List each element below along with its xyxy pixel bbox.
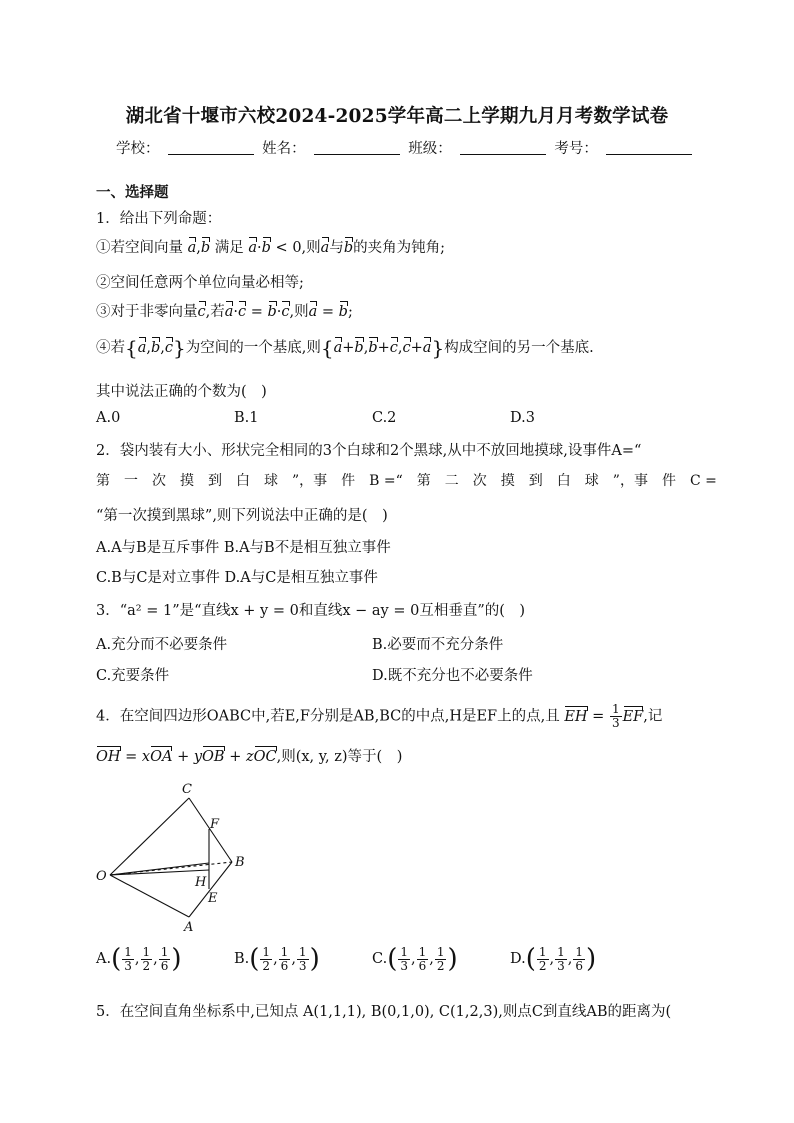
q1-statement-3: ③对于非零向量c,若a·c = b·c,则a = b; [96, 300, 353, 321]
q3-option-c[interactable]: C.充要条件 [96, 668, 170, 684]
q1-option-d[interactable]: D.3 [510, 410, 535, 426]
info-label-school: 学校： [116, 141, 160, 157]
label-o: O [96, 869, 107, 884]
info-label-class: 班级： [408, 141, 452, 157]
q1-option-c[interactable]: C.2 [372, 410, 397, 426]
q4-line-1: 4．在空间四边形OABC中,若E,F分别是AB,BC的中点,H是EF上的点,且 EH = $\frac{1}{3}$ EF,记 [96, 702, 663, 730]
class-blank[interactable] [460, 140, 546, 155]
number-blank[interactable] [606, 140, 692, 155]
label-f: F [210, 817, 220, 832]
q5-stem: 5．在空间直角坐标系中,已知点 A(1,1,1), B(0,1,0), C(1,2,3),则点C到直线AB的距离为( [96, 1004, 672, 1020]
section-heading: 一、选择题 [96, 184, 169, 201]
q4-option-d[interactable]: D.( $\frac{1}{2}$ , $\frac{1}{3}$ , $\frac{1}{6}$ ) [510, 944, 597, 974]
q1-statement-1: ①若空间向量 a,b 满足 a·b < 0,则a与b的夹角为钝角; [96, 236, 445, 257]
label-c: C [182, 782, 192, 797]
q3-option-d[interactable]: D.既不充分也不必要条件 [372, 668, 533, 684]
q1-ask: 其中说法正确的个数为( ) [96, 384, 267, 400]
q1-stem: 1．给出下列命题： [96, 211, 222, 227]
q4-option-c[interactable]: C.( $\frac{1}{3}$ , $\frac{1}{6}$ , $\frac{1}{2}$ ) [372, 944, 458, 974]
q2-options-cd[interactable]: C.B与C是对立事件 D.A与C是相互独立事件 [96, 570, 378, 586]
q1-statement-2: ②空间任意两个单位向量必相等; [96, 275, 304, 291]
quadrilateral-figure [92, 778, 262, 938]
q3-option-b[interactable]: B.必要而不充分条件 [372, 637, 504, 653]
label-b: B [235, 855, 245, 870]
q4-option-a[interactable]: A.( $\frac{1}{3}$ , $\frac{1}{2}$ , $\frac{1}{6}$ ) [96, 944, 182, 974]
page-title: 湖北省十堰市六校2024-2025学年高二上学期九月月考数学试卷 [125, 106, 669, 127]
q1-statement-4: ④若{a,b,c}为空间的一个基底,则{a+b,b+c,c+a}构成空间的另一个基底. [96, 336, 594, 360]
info-label-name: 姓名： [262, 141, 306, 157]
school-blank[interactable] [168, 140, 254, 155]
q2-line-2: 第 一 次 摸 到 白 球 ”，事 件 B =“ 第 二 次 摸 到 白 球 ”，事 件 C = [96, 473, 717, 489]
edge-oc [110, 798, 189, 875]
label-a: A [184, 920, 194, 935]
q2-line-1: 2．袋内装有大小、形状完全相同的3个白球和2个黑球,从中不放回地摸球,设事件A=“ [96, 443, 642, 459]
label-e: E [208, 891, 218, 906]
edge-ao [110, 875, 189, 917]
info-label-number: 考号： [554, 141, 598, 157]
name-blank[interactable] [314, 140, 400, 155]
label-h: H [195, 875, 207, 890]
edge-ob-dashed [110, 862, 232, 875]
q4-option-b[interactable]: B.( $\frac{1}{2}$ , $\frac{1}{6}$ , $\frac{1}{3}$ ) [234, 944, 320, 974]
q4-line-2: OH = xOA + yOB + zOC,则(x, y, z)等于( ) [96, 745, 402, 766]
student-info-row [116, 137, 696, 158]
q3-option-a[interactable]: A.充分而不必要条件 [96, 637, 228, 653]
q1-option-b[interactable]: B.1 [234, 410, 259, 426]
q3-stem: 3．“a² = 1”是“直线x + y = 0和直线x − ay = 0互相垂直”的( ) [96, 603, 526, 619]
q2-options-ab[interactable]: A.A与B是互斥事件 B.A与B不是相互独立事件 [96, 540, 391, 556]
q2-line-3: “第一次摸到黑球”,则下列说法中正确的是( ) [96, 508, 388, 524]
q1-option-a[interactable]: A.0 [96, 410, 121, 426]
